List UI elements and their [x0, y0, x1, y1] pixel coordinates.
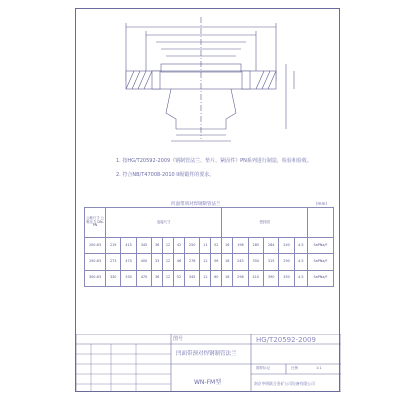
note-line-2: 2. 符合NB/T47008-2010 II级锻件的要求。 — [116, 172, 215, 178]
dimension-table — [84, 207, 334, 287]
table-header-group-2: 密封面 — [222, 208, 308, 238]
title-block-label: 图号 — [173, 336, 184, 342]
table-row: 250-63 273 470 400 33 12 46 276 12 56 18 245 350 315 290 4.5 SaPNa/F — [85, 254, 334, 270]
flange-section-drawing — [76, 9, 341, 149]
drawing-number: HG/T20592-2009 — [256, 336, 316, 344]
part-type: WN-FM型 — [194, 379, 222, 386]
drawing-sheet — [75, 8, 340, 392]
table-title: 凹面带颈对焊钢制管法兰 — [171, 202, 221, 207]
scale-value: 1:1 — [316, 366, 322, 370]
marking-label: 图样标记 — [256, 366, 270, 370]
table-header-left: 公称尺寸 公称压力 DN-PN — [85, 208, 106, 238]
table-row: 300-63 330 530 470 36 12 52 345 12 60 18 298 410 390 350 4.5 SaPNa/F — [85, 270, 334, 286]
table-unit: (mm) — [316, 201, 327, 206]
table-header-group-1: 连接尺寸 — [106, 208, 222, 238]
scale-label: 比例 — [291, 366, 298, 370]
part-name: 凹面带颈对焊钢制管法兰 — [176, 351, 237, 357]
table-row: 200-63 219 415 345 36 12 42 250 11 52 16 196 285 284 240 4.5 SaPNa/F — [85, 238, 334, 254]
note-line-1: 1. 按HG/T20592-2009《钢制管法兰、垫片、紧固件》PN系列进行制造，检验和验收。 — [116, 158, 312, 164]
company-name: 南京中明联合金矿公司设备有限公司 — [254, 381, 315, 386]
